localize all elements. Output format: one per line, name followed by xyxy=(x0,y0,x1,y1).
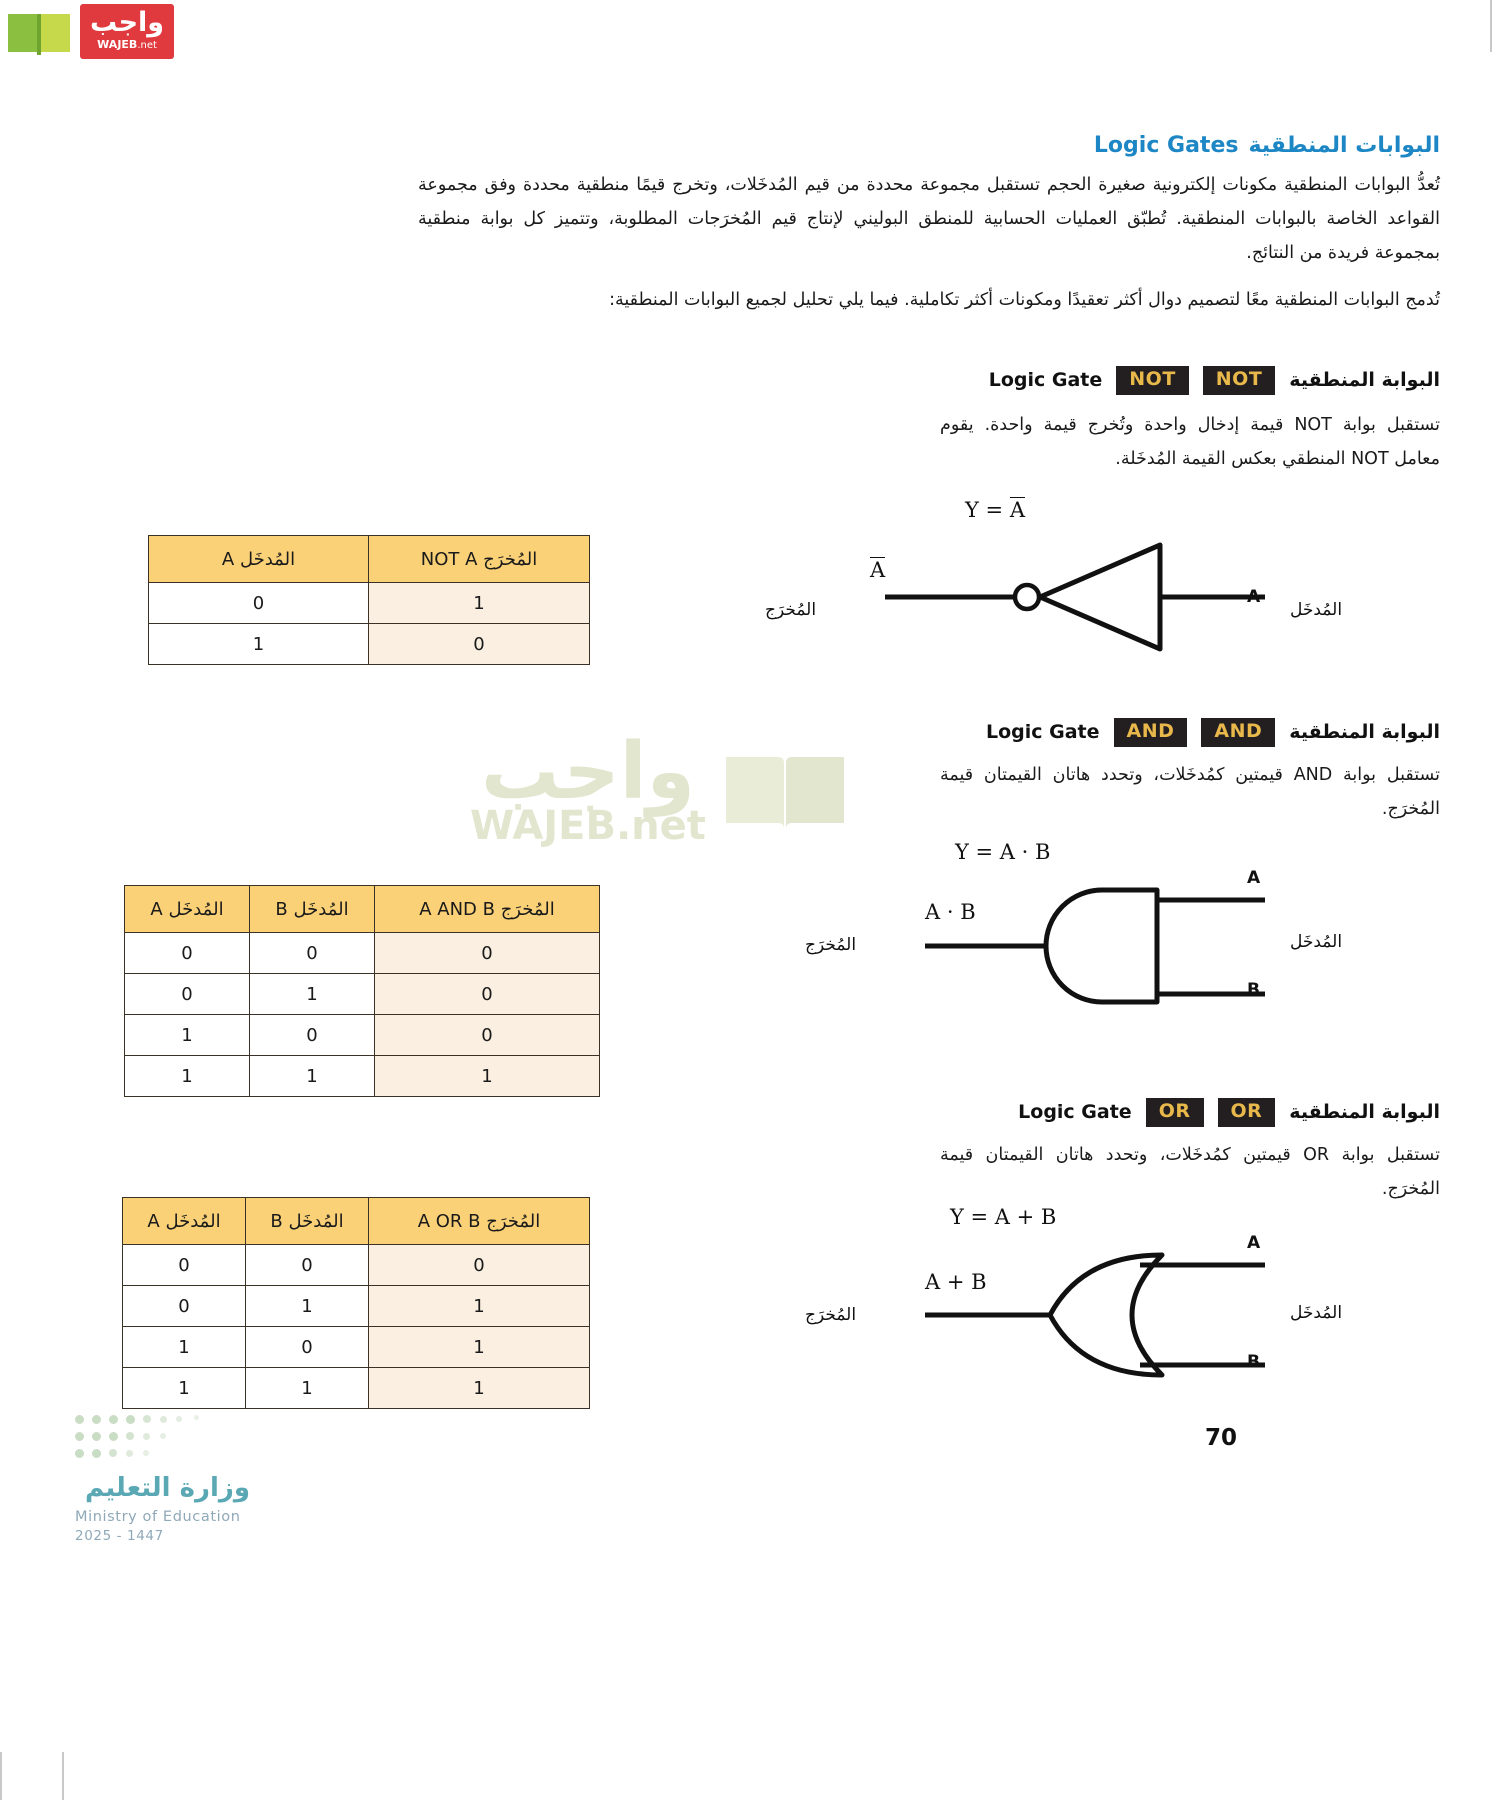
table-cell-input-a: 0 xyxy=(125,974,250,1015)
table-row xyxy=(125,974,600,1015)
table-cell-output: 0 xyxy=(375,974,600,1015)
section-description-not: تستقبل بوابة NOT قيمة إدخال واحدة وتُخرج قيمة واحدة. يقوم معامل NOT المنطقي بعكس القيمة المُدخَلة. xyxy=(940,415,1440,470)
formula-not: Y = A xyxy=(965,498,1025,522)
table-header-cell: المُخرَج NOT A xyxy=(369,536,590,583)
formula-or: Y = A + B xyxy=(950,1205,1057,1229)
section-badge-not-english: NOT xyxy=(1116,366,1189,395)
table-cell-output: 1 xyxy=(369,1286,590,1327)
table-cell-output: 0 xyxy=(375,1015,600,1056)
watermark-english-text: WAJEB.net xyxy=(97,38,157,51)
watermark-arabic-text: واجب xyxy=(90,7,165,38)
table-row xyxy=(123,1286,590,1327)
table-cell-input: 0 xyxy=(149,583,369,624)
table-cell-input: 1 xyxy=(149,624,369,665)
table-header-cell: المُدخَل B xyxy=(246,1198,369,1245)
section-heading-or-arabic: البوابة المنطقية xyxy=(1289,1101,1440,1124)
section-badge-or-english: OR xyxy=(1146,1098,1204,1127)
and-gate-symbol xyxy=(710,872,1270,1032)
section-heading-and xyxy=(986,718,1440,747)
or-gate-symbol xyxy=(710,1237,1270,1402)
page-title-english: Logic Gates xyxy=(1093,133,1239,158)
section-badge-and-arabic: AND xyxy=(1201,718,1275,747)
gate-diagram-or xyxy=(710,1205,1343,1395)
truth-table-not xyxy=(148,535,590,665)
or-pin-a-label: A xyxy=(1247,1233,1261,1253)
section-badge-not-arabic: NOT xyxy=(1203,366,1276,395)
ministry-logo xyxy=(75,1415,250,1544)
page-title xyxy=(1094,133,1440,158)
not-output-expression: A xyxy=(870,558,886,582)
table-header-cell: المُدخَل A xyxy=(125,886,250,933)
section-heading-and-arabic: البوابة المنطقية xyxy=(1289,721,1440,744)
watermark-center-arabic: واجب xyxy=(480,727,695,817)
table-row xyxy=(125,933,600,974)
section-heading-not-arabic: البوابة المنطقية xyxy=(1289,369,1440,392)
table-cell-output: 1 xyxy=(369,1368,590,1409)
section-badge-and-english: AND xyxy=(1114,718,1188,747)
table-cell-output: 0 xyxy=(369,624,590,665)
table-cell-input-a: 0 xyxy=(123,1245,246,1286)
table-cell-input-a: 0 xyxy=(125,933,250,974)
table-header-row xyxy=(149,536,590,583)
or-input-label: المُدخَل xyxy=(1290,1303,1343,1323)
and-output-expression: A · B xyxy=(925,900,976,924)
table-cell-input-a: 0 xyxy=(123,1286,246,1327)
table-header-cell: المُدخَل B xyxy=(250,886,375,933)
ministry-dot-pattern xyxy=(75,1415,250,1463)
table-cell-output: 1 xyxy=(369,583,590,624)
formula-not-overline: A xyxy=(1009,498,1025,522)
section-heading-or xyxy=(1018,1098,1440,1127)
and-output-label: المُخرَج xyxy=(805,935,857,955)
truth-table-and xyxy=(124,885,600,1097)
table-cell-input-b: 0 xyxy=(250,933,375,974)
section-badge-or-arabic: OR xyxy=(1218,1098,1276,1127)
table-cell-output: 1 xyxy=(375,1056,600,1097)
or-output-label: المُخرَج xyxy=(805,1305,857,1325)
table-cell-input-b: 1 xyxy=(250,1056,375,1097)
table-row xyxy=(125,1056,600,1097)
table-header-row xyxy=(123,1198,590,1245)
gate-diagram-not xyxy=(710,495,1343,665)
table-cell-output: 1 xyxy=(369,1327,590,1368)
table-cell-input-b: 0 xyxy=(250,1015,375,1056)
gate-diagram-and xyxy=(710,840,1343,1030)
table-cell-input-b: 1 xyxy=(250,974,375,1015)
section-heading-not xyxy=(989,366,1440,395)
table-row xyxy=(123,1368,590,1409)
table-header-cell: المُخرَج A OR B xyxy=(369,1198,590,1245)
table-cell-input-a: 1 xyxy=(123,1327,246,1368)
section-heading-and-english: Logic Gate xyxy=(985,721,1100,744)
section-description-or: تستقبل بوابة OR قيمتين كمُدخَلات، وتحدد هاتان القيمتان قيمة المُخرَج. xyxy=(940,1145,1440,1200)
table-cell-input-a: 1 xyxy=(125,1056,250,1097)
section-heading-not-english: Logic Gate xyxy=(988,369,1103,392)
not-input-pin-label: A xyxy=(1247,587,1261,607)
intro-paragraph-2: تُدمج البوابات المنطقية معًا لتصميم دوال أكثر تعقيدًا ومكونات أكثر تكاملية. فيما يلي تحليل لجميع البوابات المنطقية: xyxy=(609,290,1440,310)
table-row xyxy=(123,1245,590,1286)
table-cell-input-b: 1 xyxy=(246,1368,369,1409)
table-header-cell: المُدخَل A xyxy=(123,1198,246,1245)
intro-paragraph-1: تُعدُّ البوابات المنطقية مكونات إلكترونية صغيرة الحجم تستقبل مجموعة محددة من قيم المُدخَلات، وتخرج قيمًا منطقية محددة وفق مجموعة القواعد الخاصة بالبوابات المنطقية. تُطبّق العمليات الحسابية للمنطق البوليني لإنتاج قيم المُخرَجات المطلوبة، وتتميز كل بوابة منطقية بمجموعة فريدة من النتائج. xyxy=(418,175,1440,264)
ministry-name-arabic: وزارة التعليم xyxy=(85,1473,250,1503)
table-cell-output: 0 xyxy=(375,933,600,974)
table-header-cell: المُخرَج A AND B xyxy=(375,886,600,933)
table-cell-input-a: 1 xyxy=(125,1015,250,1056)
table-row xyxy=(125,1015,600,1056)
table-cell-input-b: 0 xyxy=(246,1245,369,1286)
section-description-and: تستقبل بوابة AND قيمتين كمُدخَلات، وتحدد هاتان القيمتان قيمة المُخرَج. xyxy=(940,765,1440,820)
truth-table-or xyxy=(122,1197,590,1409)
page-number: 70 xyxy=(1205,1425,1238,1451)
formula-and: Y = A · B xyxy=(955,840,1051,864)
table-cell-output: 0 xyxy=(369,1245,590,1286)
not-input-label: المُدخَل xyxy=(1290,600,1343,620)
table-header-cell: المُدخَل A xyxy=(149,536,369,583)
table-header-row xyxy=(125,886,600,933)
section-heading-or-english: Logic Gate xyxy=(1018,1101,1132,1124)
table-cell-input-b: 0 xyxy=(246,1327,369,1368)
and-input-label: المُدخَل xyxy=(1290,932,1343,952)
or-output-expression: A + B xyxy=(925,1270,987,1294)
ministry-years: 2025 - 1447 xyxy=(75,1528,164,1544)
ministry-name-english: Ministry of Education xyxy=(75,1509,241,1525)
table-row xyxy=(149,583,590,624)
table-row xyxy=(123,1327,590,1368)
or-pin-b-label: B xyxy=(1247,1352,1260,1372)
and-pin-a-label: A xyxy=(1247,868,1261,888)
table-row xyxy=(149,624,590,665)
and-pin-b-label: B xyxy=(1247,980,1260,1000)
watermark-center-english: WAJEB.net xyxy=(470,803,706,850)
table-cell-input-b: 1 xyxy=(246,1286,369,1327)
not-gate-symbol xyxy=(710,525,1270,665)
not-output-label: المُخرَج xyxy=(765,600,817,620)
table-cell-input-a: 1 xyxy=(123,1368,246,1409)
page-title-arabic: البوابات المنطقية xyxy=(1248,133,1440,158)
